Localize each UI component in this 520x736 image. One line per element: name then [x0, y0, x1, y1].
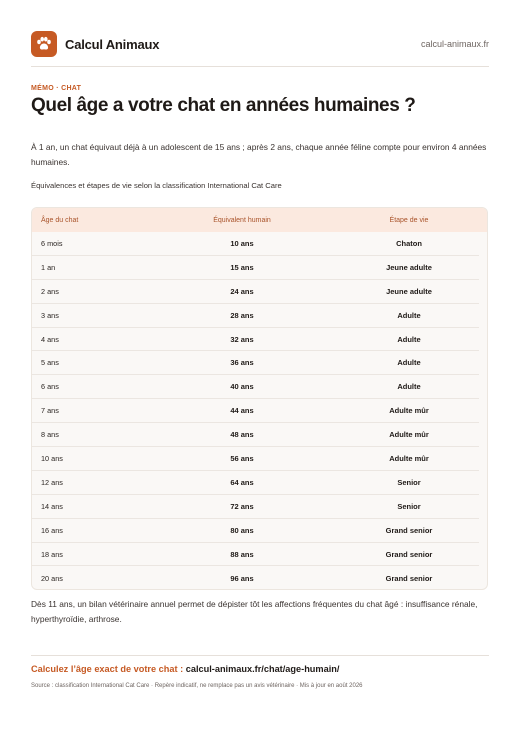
human-age-cell: 32 ans	[230, 334, 254, 344]
cat-age-cell: 5 ans	[41, 358, 59, 368]
table-header	[32, 208, 487, 232]
intro-paragraph: À 1 an, un chat équivaut déjà à un adolescent de 15 ans ; après 2 ans, chaque année féline compte pour environ 4 années humaines.	[31, 142, 487, 167]
cat-age-cell: 8 ans	[41, 430, 59, 440]
life-stage-cell: Grand senior	[385, 573, 433, 583]
cat-age-cell: 14 ans	[41, 501, 63, 511]
table-row	[32, 328, 479, 352]
cat-age-cell: 18 ans	[41, 549, 63, 559]
footer-divider	[31, 655, 489, 656]
cat-age-cell: 6 ans	[41, 382, 59, 392]
human-age-cell: 15 ans	[230, 262, 254, 272]
life-stage-cell: Senior	[397, 501, 421, 511]
table-row	[32, 471, 479, 495]
source-line: Source : classification International Cat Care · Repère indicatif, ne remplace pas un avis vétérinaire · Mis à jour en août 2026	[31, 683, 363, 689]
life-stage-cell: Senior	[397, 477, 421, 487]
header-cat-age: Âge du chat	[41, 216, 79, 224]
site-domain[interactable]: calcul-animaux.fr	[420, 39, 489, 49]
cat-age-cell: 3 ans	[41, 310, 59, 320]
human-age-cell: 24 ans	[230, 286, 254, 296]
cat-age-cell: 12 ans	[41, 477, 63, 487]
life-stage-cell: Adulte	[397, 310, 421, 320]
human-age-cell: 48 ans	[230, 430, 254, 440]
life-stage-cell: Jeune adulte	[386, 286, 432, 296]
cat-age-cell: 1 an	[41, 262, 56, 272]
header-life-stage: Étape de vie	[389, 216, 429, 224]
cat-age-cell: 7 ans	[41, 406, 59, 416]
table-row	[32, 304, 479, 328]
table-row	[32, 543, 479, 567]
cat-age-cell: 20 ans	[41, 573, 63, 583]
table-row	[32, 232, 479, 256]
vet-note: Dès 11 ans, un bilan vétérinaire annuel permet de dépister tôt les affections fréquentes du chat âgé : insuffisance rénale, hyperthyroïdie, arthrose.	[31, 599, 478, 624]
table-row	[32, 256, 479, 280]
page-title: Quel âge a votre chat en années humaines ?	[31, 95, 416, 116]
table-row	[32, 280, 479, 304]
human-age-cell: 28 ans	[230, 310, 254, 320]
kicker: MÉMO · CHAT	[31, 85, 82, 92]
human-age-cell: 44 ans	[230, 406, 254, 416]
life-stage-cell: Adulte mûr	[389, 453, 429, 463]
table-row	[32, 495, 479, 519]
life-stage-cell: Grand senior	[385, 525, 433, 535]
table-row	[32, 375, 479, 399]
cat-age-cell: 2 ans	[41, 286, 59, 296]
human-age-cell: 56 ans	[230, 453, 254, 463]
life-stage-cell: Adulte mûr	[389, 406, 429, 416]
life-stage-cell: Adulte	[397, 334, 421, 344]
brand-name: Calcul Animaux	[65, 36, 160, 52]
human-age-cell: 10 ans	[230, 238, 254, 248]
cat-age-cell: 16 ans	[41, 525, 63, 535]
cta-link[interactable]: calcul-animaux.fr/chat/age-humain/	[185, 664, 340, 674]
cat-age-cell: 4 ans	[41, 334, 59, 344]
life-stage-cell: Adulte mûr	[389, 430, 429, 440]
table-row	[32, 519, 479, 543]
table-row	[32, 423, 479, 447]
human-age-cell: 40 ans	[230, 382, 254, 392]
life-stage-cell: Jeune adulte	[386, 262, 432, 272]
table-caption: Équivalences et étapes de vie selon la classification International Cat Care	[31, 181, 282, 190]
table-row	[32, 566, 479, 590]
human-age-cell: 96 ans	[230, 573, 254, 583]
human-age-cell: 72 ans	[230, 501, 254, 511]
cta-label: Calculez l’âge exact de votre chat :	[31, 664, 184, 674]
life-stage-cell: Grand senior	[385, 549, 433, 559]
header-human-equivalent: Équivalent humain	[213, 216, 271, 224]
paw-icon	[31, 31, 57, 57]
human-age-cell: 64 ans	[230, 477, 254, 487]
life-stage-cell: Adulte	[397, 382, 421, 392]
site-header	[31, 30, 489, 58]
table-body	[32, 232, 487, 590]
table-row	[32, 399, 479, 423]
cta-line	[31, 664, 339, 674]
age-table	[31, 207, 488, 590]
table-row	[32, 351, 479, 375]
human-age-cell: 36 ans	[230, 358, 254, 368]
life-stage-cell: Adulte	[397, 358, 421, 368]
human-age-cell: 88 ans	[230, 549, 254, 559]
life-stage-cell: Chaton	[396, 238, 422, 248]
cat-age-cell: 10 ans	[41, 453, 63, 463]
cat-age-cell: 6 mois	[41, 238, 63, 248]
header-divider	[31, 66, 489, 67]
table-row	[32, 447, 479, 471]
brand[interactable]	[31, 31, 159, 57]
human-age-cell: 80 ans	[230, 525, 254, 535]
